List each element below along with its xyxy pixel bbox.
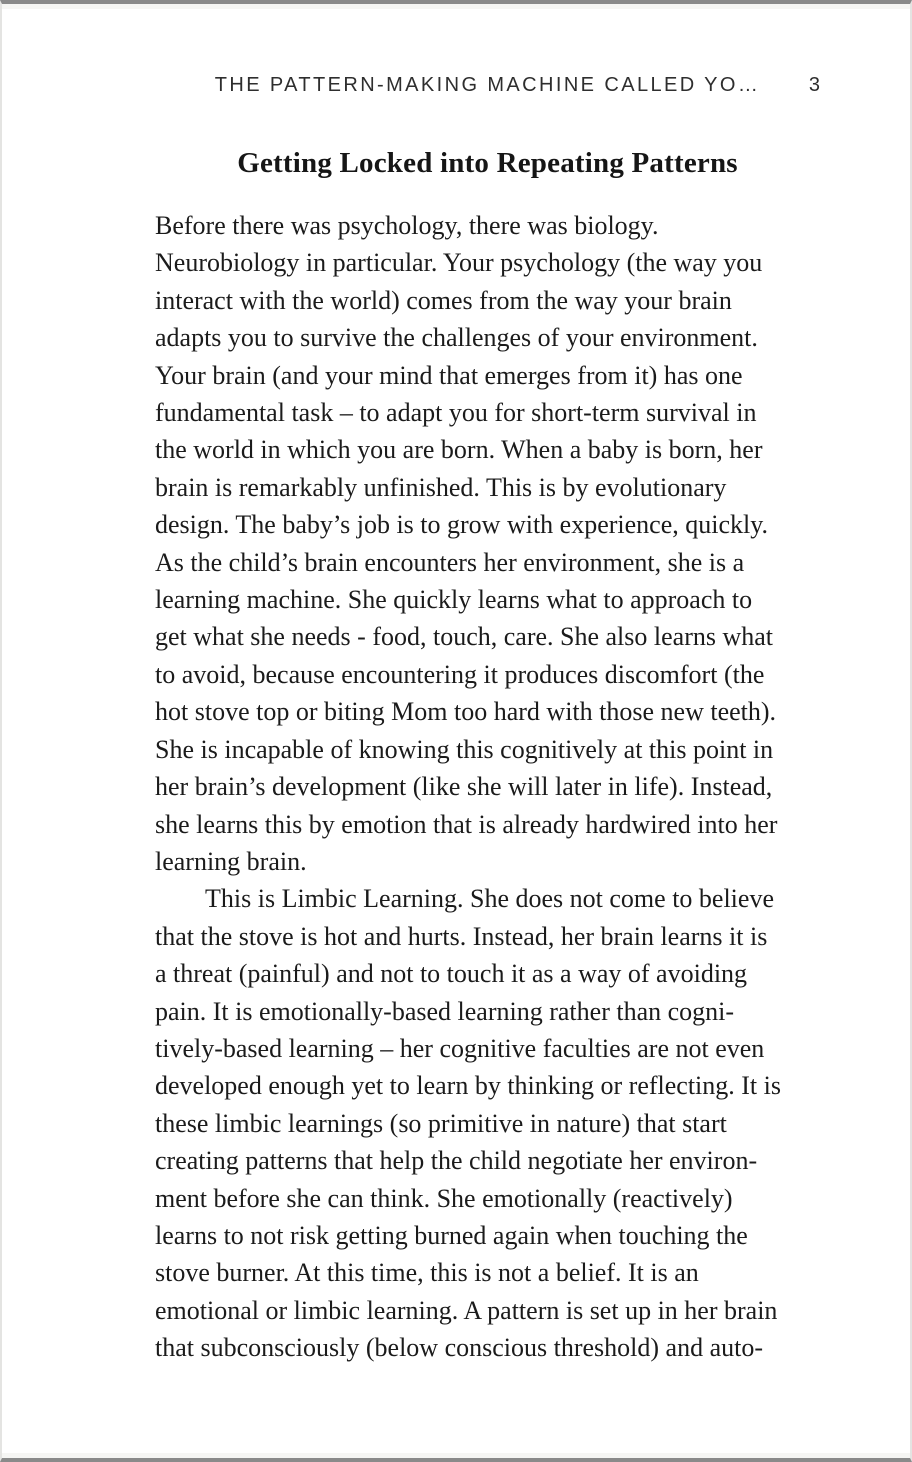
section-heading: Getting Locked into Repeating Patterns xyxy=(237,147,738,180)
body-line: get what she needs - food, touch, care. She also learns what xyxy=(155,622,774,652)
body-line: to avoid, because encountering it produces discomfort (the xyxy=(155,659,765,689)
body-line-paragraph-start: This is Limbic Learning. She does not come to believe xyxy=(205,884,774,914)
running-header-title: THE PATTERN-MAKING MACHINE CALLED YO… xyxy=(214,74,761,96)
body-line: ment before she can think. She emotionally (reactively) xyxy=(155,1183,733,1213)
body-line: learning brain. xyxy=(155,846,307,876)
body-line: design. The baby’s job is to grow with experience, quickly. xyxy=(155,510,769,540)
body-line: Before there was psychology, there was biology. xyxy=(155,211,659,240)
body-line: the world in which you are born. When a baby is born, her xyxy=(155,435,763,465)
body-line: these limbic learnings (so primitive in nature) that start xyxy=(155,1108,727,1138)
body-line: Neurobiology in particular. Your psychology (the way you xyxy=(155,248,763,278)
body-line: creating patterns that help the child negotiate her environ- xyxy=(155,1146,758,1176)
body-line: fundamental task – to adapt you for short-term survival in xyxy=(155,398,757,428)
body-line: learns to not risk getting burned again when touching the xyxy=(155,1220,748,1250)
body-line: As the child’s brain encounters her environment, she is a xyxy=(155,547,745,577)
body-line: developed enough yet to learn by thinking or reflecting. It is xyxy=(155,1071,781,1101)
body-line: learning machine. She quickly learns what to approach to xyxy=(155,585,753,615)
body-line: that the stove is hot and hurts. Instead, her brain learns it is xyxy=(155,921,768,951)
text-column xyxy=(155,4,820,1458)
body-line: Your brain (and your mind that emerges from it) has one xyxy=(155,360,743,390)
body-line: hot stove top or biting Mom too hard with those new teeth). xyxy=(155,697,777,727)
body-line: a threat (painful) and not to touch it as a way of avoiding xyxy=(155,959,748,989)
body-line: emotional or limbic learning. A pattern is set up in her brain xyxy=(155,1295,778,1325)
body-line: stove burner. At this time, this is not a belief. It is an xyxy=(155,1258,699,1288)
body-line: She is incapable of knowing this cognitively at this point in xyxy=(155,734,774,764)
body-line: tively-based learning – her cognitive faculties are not even xyxy=(155,1033,765,1063)
body-line: that subconsciously (below conscious threshold) and auto- xyxy=(155,1333,763,1363)
body-line: adapts you to survive the challenges of your environment. xyxy=(155,323,758,353)
body-line: interact with the world) comes from the way your brain xyxy=(155,285,732,315)
page-number: 3 xyxy=(808,74,820,96)
body-text xyxy=(155,207,820,1367)
body-line: her brain’s development (like she will later in life). Instead, xyxy=(155,772,773,802)
body-line: pain. It is emotionally-based learning rather than cogni- xyxy=(155,996,735,1026)
body-line: brain is remarkably unfinished. This is by evolutionary xyxy=(155,472,727,502)
body-line: she learns this by emotion that is already hardwired into her xyxy=(155,809,778,839)
